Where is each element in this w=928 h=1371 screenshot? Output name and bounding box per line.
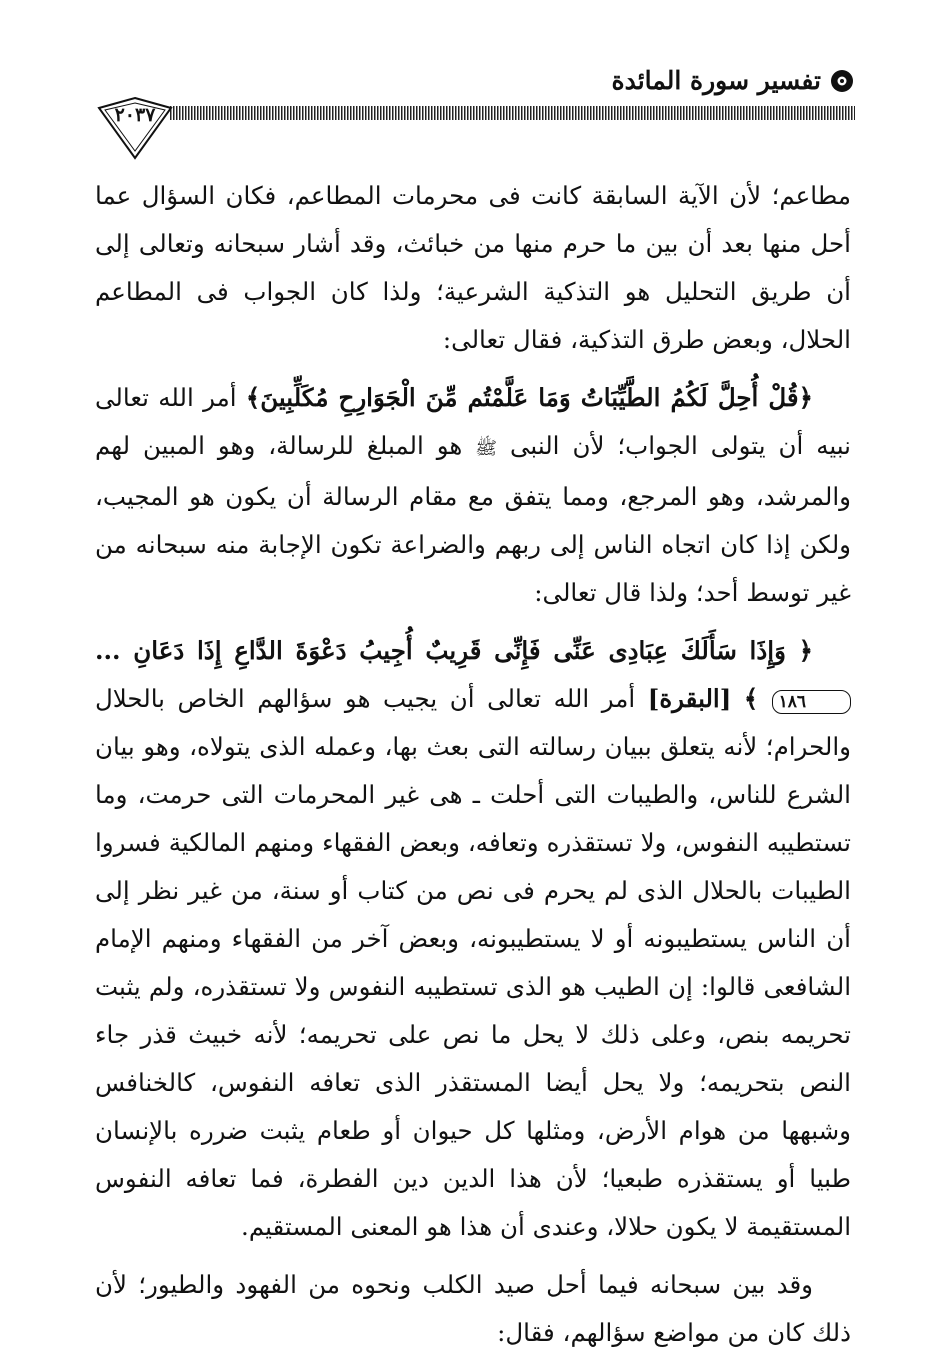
ornament-icon: [829, 68, 855, 94]
paragraph-text: وقد بين سبحانه فيما أحل صيد الكلب ونحوه من الفهود والطيور؛ لأن ذلك كان من مواضع سؤالهم، فقال:: [95, 1270, 851, 1347]
paragraph-text: مطاعم؛ لأن الآية السابقة كانت فى محرمات المطاعم، فكان السؤال عما أحل منها بعد أن بين ما حرم منها من خبائث، وقد أشار سبحانه وتعالى إلى أن طريق التحليل هو التذكية الشرعية؛ ولذا كان الجواب فى المطاعم الحلال، وبعض طرق التذكية، فقال تعالى:: [95, 181, 851, 354]
pbuh-symbol: ﷺ: [475, 438, 498, 459]
quran-verse: ﴿قُلْ أُحِلَّ لَكُمُ الطَّيِّبَاتُ وَمَا عَلَّمْتُم مِّنَ الْجَوَارِحِ مُكَلِّبِينَ﴾: [245, 383, 813, 412]
paragraph-text: أمر الله تعالى أن يجيب هو سؤالهم الخاص بالحلال والحرام؛ لأنه يتعلق ببيان رسالته التى بعث بها، وعمله الذى يتولاه، وهو بيان الشرع للناس، والطيبات التى أحلت ـ هى غير المحرمات التى حرمت، وما تستطيبه النفوس، ولا تستقذره وتعافه، وبعض الفقهاء ومنهم المالكية فسروا الطيبات بالحلال الذى لم يحرم فى نص من كتاب أو سنة، من غير نظر إلى أن الناس يستطيبونه أو لا يستطيبونه، وبعض آخر من الفقهاء ومنهم الإمام الشافعى قالوا: إن الطيب هو الذى تستطيبه النفوس ولا تستقذره، ولم يثبت تحريمه بنص، وعلى ذلك لا يحل ما نص على تحريمه؛ لأنه خبيث قذر جاء النص بتحريمه؛ ولا يحل أيضا المستقذر الذى تعافه النفوس، كالخنافس وشبهها من هوام الأرض، ومثلها كل حيوان أو طعام يثبت ضرره بالإنسان طبيا أو يستقذره طبعيا؛ لأن هذا الدين دين الفطرة، فما تعافه النفوس المستقيمة لا يكون حلالا، وعندى أن هذا هو المعنى المستقيم.: [95, 684, 851, 1241]
surah-title: تفسير سورة المائدة: [611, 66, 821, 95]
paragraph-text: أمر الله تعالى نبيه أن يتولى الجواب؛ لأن النبى: [95, 383, 851, 460]
paragraph-2: [95, 374, 851, 617]
paragraph-1: [95, 172, 851, 364]
page-number: ٢٠٣٧: [114, 104, 156, 126]
paragraph-text: هو المبلغ للرسالة، وهو المبين لهم والمرشد، وهو المرجع، ومما يتفق مع مقام الرسالة أن يكون هو المجيب، ولكن إذا كان اتجاه الناس إلى ربهم والضراعة تكون الإجابة منه سبحانه من غير توسط أحد؛ ولذا قال تعالى:: [95, 431, 851, 607]
quran-verse-close: ﴾: [743, 684, 772, 713]
page-header: [95, 58, 855, 168]
paragraph-3: [95, 627, 851, 1251]
aya-number-badge: ١٨٦: [772, 690, 851, 714]
body-text: [95, 172, 851, 1357]
quran-verse: ﴿ وَإِذَا سَأَلَكَ عِبَادِى عَنِّى فَإِنِّى قَرِيبٌ أُجِيبُ دَعْوَةَ الدَّاعِ إِذَا دَعَانِ ...: [95, 636, 813, 665]
header-rule: [170, 106, 855, 120]
paragraph-4: [95, 1261, 851, 1357]
surah-reference: [البقرة]: [647, 684, 732, 713]
